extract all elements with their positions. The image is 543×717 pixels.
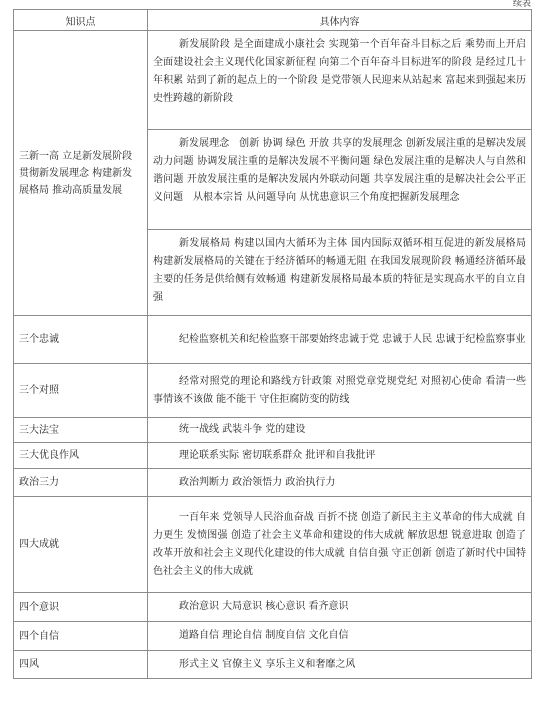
table-row (14, 443, 532, 469)
table-row (14, 497, 532, 593)
topic-cell: 政治三力 (14, 469, 148, 497)
content-cell: 理论联系实际 密切联系群众 批评和自我批评 (148, 443, 532, 469)
content-cell: 政治意识 大局意识 核心意识 看齐意识 (148, 593, 532, 622)
table-row (14, 31, 532, 316)
topic-cell: 三大优良作风 (14, 443, 148, 469)
topic-cell: 三新一高 立足新发展阶段 贯彻新发展理念 构建新发展格局 推动高质量发展 (14, 31, 148, 316)
topic-cell: 三大法宝 (14, 418, 148, 443)
content-cell: 形式主义 官僚主义 享乐主义和奢靡之风 (148, 651, 532, 679)
header-content: 具体内容 (148, 10, 532, 31)
content-cell: 一百年来 党领导人民浴血奋战 百折不挠 创造了新民主主义革命的伟大成就 自力更生 发愤图强 创造了社会主义革命和建设的伟大成就 解放思想 锐意进取 创造了改革开放和社会主义现代化建设的伟大成就 自信自强 守正创新 创造了新时代中国特色社会主义的伟大成就 (148, 497, 532, 593)
table-row (14, 418, 532, 443)
table-row (14, 651, 532, 679)
topic-cell: 四个自信 (14, 622, 148, 651)
content-cell: 经常对照党的理论和路线方针政策 对照党章党规党纪 对照初心使命 看清一些事情该不该做 能不能干 守住拒腐防变的防线 (148, 364, 532, 418)
topic-cell: 四风 (14, 651, 148, 679)
table-row (14, 316, 532, 364)
continued-note: 续表 (512, 0, 531, 9)
table-row (14, 622, 532, 651)
content-cell: 政治判断力 政治领悟力 政治执行力 (148, 469, 532, 497)
table-row (14, 364, 532, 418)
table-header-row (14, 10, 532, 31)
content-cell: 纪检监察机关和纪检监察干部要始终忠诚于党 忠诚于人民 忠诚于纪检监察事业 (148, 316, 532, 364)
content-paragraph: 新发展格局 构建以国内大循环为主体 国内国际双循环相互促进的新发展格局 构建新发展格局的关键在于经济循环的畅通无阻 在我国发展现阶段 畅通经济循环最主要的任务是供给侧有效畅通 构建新发展格局最本质的特征是实现高水平的自立自强 (148, 229, 531, 315)
content-paragraph: 新发展阶段 是全面建成小康社会 实现第一个百年奋斗目标之后 乘势而上开启全面建设社会主义现代化国家新征程 向第二个百年奋斗目标进军的阶段 是经过几十年积累 站到了新的起点上的一个阶段 是党带领人民迎来从站起来 富起来到强起来历史性跨越的新阶段 (153, 39, 526, 104)
table-row (14, 593, 532, 622)
topic-cell: 四大成就 (14, 497, 148, 593)
content-cell: 统一战线 武装斗争 党的建设 (148, 418, 532, 443)
knowledge-table (13, 9, 536, 679)
topic-cell: 三个对照 (14, 364, 148, 418)
table-row (14, 469, 532, 497)
content-cell (148, 31, 536, 316)
header-knowledge-point: 知识点 (14, 10, 148, 31)
topic-cell: 四个意识 (14, 593, 148, 622)
content-paragraph: 新发展理念 创新 协调 绿色 开放 共享的发展理念 创新发展注重的是解决发展动力问题 协调发展注重的是解决发展不平衡问题 绿色发展注重的是解决人与自然和谐问题 开放发展注重的是解决发展内外联动问题 共享发展注重的是解决社会公平正义问题 从根本宗旨 从问题导向 从忧患意识三个角度把握新发展理念 (148, 129, 531, 229)
content-cell: 道路自信 理论自信 制度自信 文化自信 (148, 622, 532, 651)
topic-cell: 三个忠诚 (14, 316, 148, 364)
